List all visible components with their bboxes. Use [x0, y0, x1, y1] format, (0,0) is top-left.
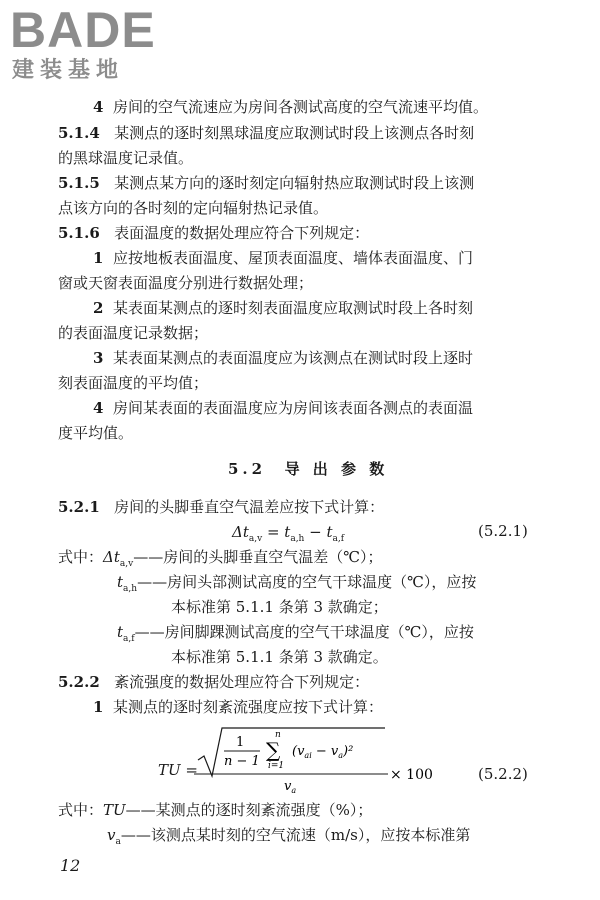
equation-lhs: TU = — [158, 761, 198, 779]
eq-term: $(v_{ai} - v_a)^2$ — [292, 744, 354, 760]
equation-5-2-1: $\Delta t_{a,v} = t_{a,h} - t_{a,f}$ — [232, 523, 345, 544]
list-item-4-cont: 度平均值。 — [58, 424, 134, 442]
where-line-2: $t_{a,h}——$房间头部测试高度的空气干球温度（℃），应按 — [117, 573, 477, 594]
eq-frac-num: 1 — [236, 735, 245, 750]
clause-5-1-5: 5.1.5 某测点某方向的逐时刻定向辐射热应取测试时段上该测 — [58, 174, 475, 192]
list-item-4: 4 房间某表面的表面温度应为房间该表面各测点的表面温 — [93, 399, 473, 417]
clause-5-2-2: 5.2.2 紊流强度的数据处理应符合下列规定： — [58, 673, 370, 691]
clause-5-1-6: 5.1.6 表面温度的数据处理应符合下列规定： — [58, 224, 370, 242]
clause-5-2-2-item-1: 1 某测点的逐时刻紊流强度应按下式计算： — [93, 698, 383, 716]
logo-brand: BADE — [10, 2, 156, 58]
list-item-3-cont: 刻表面温度的平均值； — [58, 374, 209, 392]
logo-subtitle: 建装基地 — [12, 58, 125, 83]
eq-sum-bottom: i=1 — [268, 761, 285, 771]
eq-sum-top: n — [275, 730, 281, 740]
list-item-2-cont: 的表面温度记录数据； — [58, 324, 209, 342]
eq-frac-den: n − 1 — [224, 754, 260, 769]
list-item-2: 2 某表面某测点的逐时刻表面温度应取测试时段上各时刻 — [93, 299, 473, 317]
equation-number: (5.2.1) — [478, 522, 528, 540]
eq-denominator: $v_a$ — [284, 779, 297, 794]
paragraph: 4 房间的空气流速应为房间各测试高度的空气流速平均值。 — [93, 98, 488, 116]
clause-5-1-4-cont: 的黑球温度记录值。 — [58, 149, 194, 167]
where-line-1: 式中：$\Delta t_{a,v}——$房间的头脚垂直空气温差（℃）； — [58, 548, 383, 569]
eq-sum-symbol: ∑ — [266, 738, 281, 762]
list-item-1-cont: 窗或天窗表面温度分别进行数据处理； — [58, 274, 314, 292]
equation-5-2-2 — [180, 724, 440, 794]
section-heading: 5.2 导 出 参 数 — [228, 460, 389, 478]
where-line-3-cont: 本标准第 5.1.1 条第 3 款确定。 — [171, 648, 388, 666]
where-line-va: $v_a——$该测点某时刻的空气流速（m/s），应按本标准第 — [107, 826, 471, 847]
page-number: 12 — [60, 856, 81, 875]
logo — [10, 2, 180, 87]
eq-times: × 100 — [390, 767, 433, 783]
clause-5-1-5-cont: 点该方向的各时刻的定向辐射热记录值。 — [58, 199, 329, 217]
where-line-2-cont: 本标准第 5.1.1 条第 3 款确定； — [171, 598, 388, 616]
equation-number: (5.2.2) — [478, 765, 528, 783]
list-item-1: 1 应按地板表面温度、屋顶表面温度、墙体表面温度、门 — [93, 249, 473, 267]
clause-5-1-4: 5.1.4 某测点的逐时刻黑球温度应取测试时段上该测点各时刻 — [58, 124, 475, 142]
list-item-3: 3 某表面某测点的表面温度应为该测点在测试时段上逐时 — [93, 349, 473, 367]
where-line-3: $t_{a,f}——$房间脚踝测试高度的空气干球温度（℃），应按 — [117, 623, 474, 644]
clause-5-2-1: 5.2.1 房间的头脚垂直空气温差应按下式计算： — [58, 498, 385, 516]
where-line-tu: 式中：TU——某测点的逐时刻紊流强度（%）； — [58, 801, 373, 819]
